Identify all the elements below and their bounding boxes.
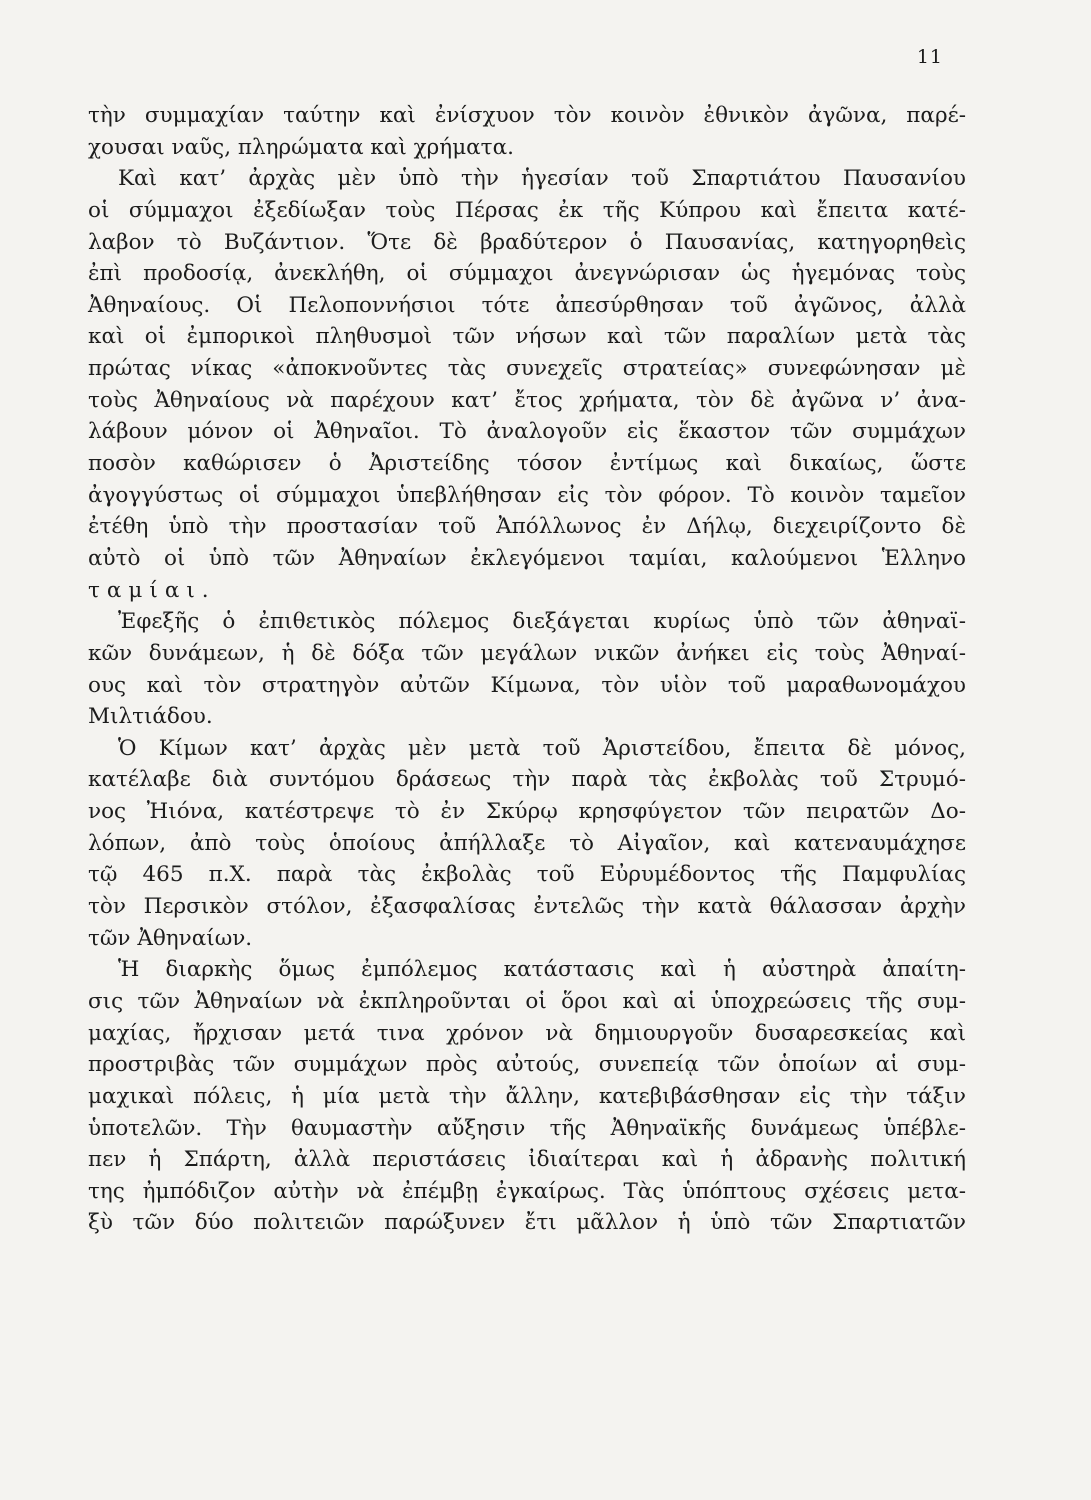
text-line: τὸν Περσικὸν στόλον, ἐξασφαλίσας ἐντελῶς τὴν κατὰ θάλασσαν ἀρχὴν [88, 894, 966, 920]
text-line: Ἡ διαρκὴς ὅμως ἐμπόλεμος κατάστασις καὶ ἡ αὐστηρὰ ἀπαίτη- [118, 957, 966, 983]
text-line: ἀγογγύστως οἱ σύμμαχοι ὑπεβλήθησαν εἰς τὸν φόρον. Τὸ κοινὸν ταμεῖον [88, 482, 966, 508]
text-line: κῶν δυνάμεων, ἡ δὲ δόξα τῶν μεγάλων νικῶν ἀνήκει εἰς τοὺς Ἀθηναί- [88, 640, 966, 666]
text-line: της ἠμπόδιζον αὐτὴν νὰ ἐπέμβῃ ἐγκαίρως. Τὰς ὑπόπτους σχέσεις μετα- [88, 1178, 966, 1204]
text-line: ους καὶ τὸν στρατηγὸν αὐτῶν Κίμωνα, τὸν υἱὸν τοῦ μαραθωνομάχου [88, 672, 966, 698]
text-line: οἱ σύμμαχοι ἐξεδίωξαν τοὺς Πέρσας ἐκ τῆς Κύπρου καὶ ἔπειτα κατέ- [88, 197, 966, 223]
text-line: Ὁ Κίμων κατ’ ἀρχὰς μὲν μετὰ τοῦ Ἀριστείδου, ἔπειτα δὲ μόνος, [118, 735, 966, 761]
text-line: χουσαι ναῦς, πληρώματα καὶ χρήματα. [88, 134, 514, 160]
text-line: Ἀθηναίους. Οἱ Πελοποννήσιοι τότε ἀπεσύρθησαν τοῦ ἀγῶνος, ἀλλὰ [88, 292, 966, 318]
text-line: τῷ 465 π.Χ. παρὰ τὰς ἐκβολὰς τοῦ Εὐρυμέδοντος τῆς Παμφυλίας [88, 862, 966, 888]
text-line: κατέλαβε διὰ συντόμου δράσεως τὴν παρὰ τὰς ἐκβολὰς τοῦ Στρυμό- [88, 767, 966, 793]
text-line: ταμίαι. [88, 577, 216, 603]
text-line: προστριβὰς τῶν συμμάχων πρὸς αὐτούς, συνεπείᾳ τῶν ὁποίων αἱ συμ- [88, 1052, 966, 1078]
text-line: μαχίας, ἤρχισαν μετά τινα χρόνον νὰ δημιουργοῦν δυσαρεσκείας καὶ [88, 1020, 966, 1046]
text-line: ὑποτελῶν. Τὴν θαυμαστὴν αὔξησιν τῆς Ἀθηναϊκῆς δυνάμεως ὑπέβλε- [88, 1115, 966, 1141]
text-line: καὶ οἱ ἐμπορικοὶ πληθυσμοὶ τῶν νήσων καὶ τῶν παραλίων μετὰ τὰς [88, 324, 966, 350]
text-line: ἐπὶ προδοσίᾳ, ἀνεκλήθη, οἱ σύμμαχοι ἀνεγνώρισαν ὡς ἡγεμόνας τοὺς [88, 261, 966, 287]
text-line: Μιλτιάδου. [88, 704, 213, 730]
text-line: αὐτὸ οἱ ὑπὸ τῶν Ἀθηναίων ἐκλεγόμενοι ταμίαι, καλούμενοι Ἑλληνο [88, 545, 966, 571]
page-number: 11 [916, 46, 943, 68]
text-line: τῶν Ἀθηναίων. [88, 925, 253, 951]
text-line: ἐτέθη ὑπὸ τὴν προστασίαν τοῦ Ἀπόλλωνος ἐν Δήλῳ, διεχειρίζοντο δὲ [88, 514, 966, 540]
text-line: σις τῶν Ἀθηναίων νὰ ἐκπληροῦνται οἱ ὅροι καὶ αἱ ὑποχρεώσεις τῆς συμ- [88, 988, 966, 1014]
text-line: λάβουν μόνον οἱ Ἀθηναῖοι. Τὸ ἀναλογοῦν εἰς ἕκαστον τῶν συμμάχων [88, 419, 966, 445]
text-line: πεν ἡ Σπάρτη, ἀλλὰ περιστάσεις ἰδιαίτεραι καὶ ἡ ἀδρανὴς πολιτική [88, 1147, 966, 1173]
text-line: τὴν συμμαχίαν ταύτην καὶ ἐνίσχυον τὸν κοινὸν ἐθνικὸν ἀγῶνα, παρέ- [88, 103, 966, 128]
text-line: Καὶ κατ’ ἀρχὰς μὲν ὑπὸ τὴν ἡγεσίαν τοῦ Σπαρτιάτου Παυσανίου [118, 166, 966, 192]
text-line: λαβον τὸ Βυζάντιον. Ὅτε δὲ βραδύτερον ὁ Παυσανίας, κατηγορηθεὶς [88, 229, 966, 255]
body-text [88, 100, 966, 1239]
text-line: λόπων, ἀπὸ τοὺς ὁποίους ἀπήλλαξε τὸ Αἰγαῖον, καὶ κατεναυμάχησε [88, 830, 966, 856]
text-line: πρώτας νίκας «ἀποκνοῦντες τὰς συνεχεῖς στρατείας» συνεφώνησαν μὲ [88, 356, 966, 382]
text-line: ξὺ τῶν δύο πολιτειῶν παρώξυνεν ἔτι μᾶλλον ἡ ὑπὸ τῶν Σπαρτιατῶν [88, 1210, 966, 1236]
text-line: τοὺς Ἀθηναίους νὰ παρέχουν κατ’ ἔτος χρήματα, τὸν δὲ ἀγῶνα ν’ ἀνα- [88, 387, 966, 413]
text-line: μαχικαὶ πόλεις, ἡ μία μετὰ τὴν ἄλλην, κατεβιβάσθησαν εἰς τὴν τάξιν [88, 1083, 966, 1109]
text-line: ποσὸν καθώρισεν ὁ Ἀριστείδης τόσον ἐντίμως καὶ δικαίως, ὥστε [88, 451, 966, 477]
text-line: Ἐφεξῆς ὁ ἐπιθετικὸς πόλεμος διεξάγεται κυρίως ὑπὸ τῶν ἀθηναϊ- [118, 609, 966, 635]
text-line: νος Ἠιόνα, κατέστρεψε τὸ ἐν Σκύρῳ κρησφύγετον τῶν πειρατῶν Δο- [88, 799, 966, 825]
